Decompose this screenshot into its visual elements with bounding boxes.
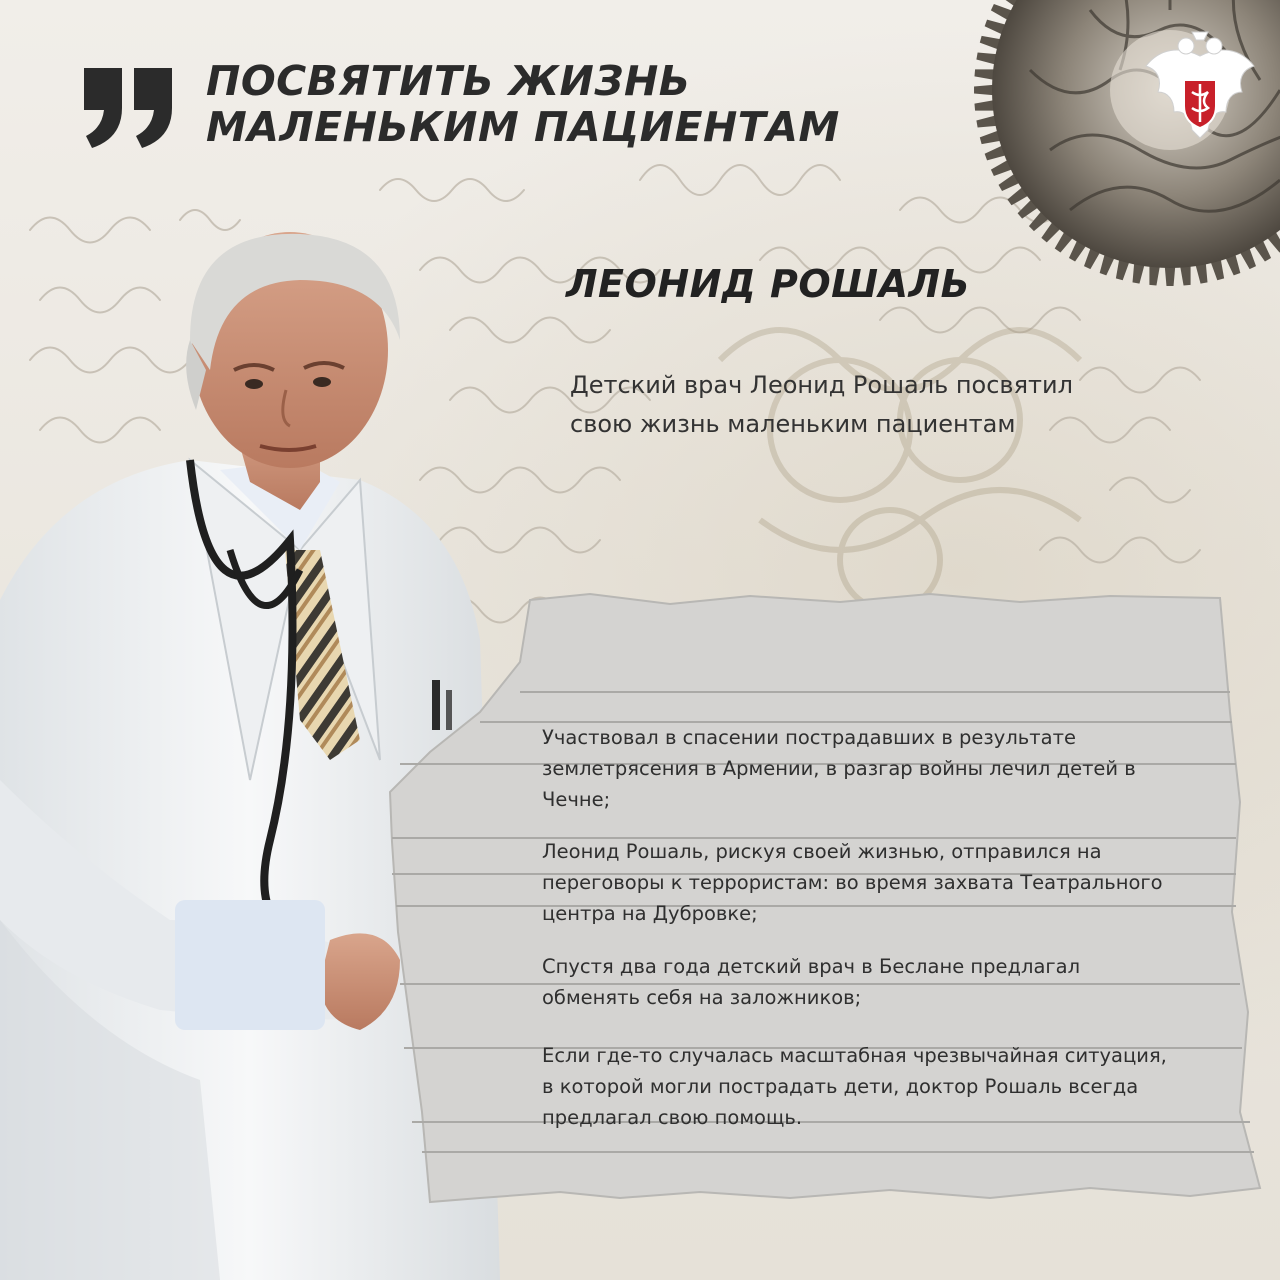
headline-line-1: ПОСВЯТИТЬ ЖИЗНЬ: [206, 57, 691, 105]
facts-list: [542, 722, 1172, 1154]
headline-line-2: МАЛЕНЬКИМ ПАЦИЕНТАМ: [206, 103, 840, 151]
fact-item: Если где-то случалась масштабная чрезвычайная ситуация, в которой могли пострадать дети, доктор Рошаль всегда предлагал свою помощь.: [542, 1044, 1167, 1129]
headline: [206, 58, 840, 150]
person-name: ЛЕОНИД РОШАЛЬ: [566, 262, 971, 306]
fact-item: Участвовал в спасении пострадавших в результате землетрясения в Армении, в разгар войны лечил детей в Чечне;: [542, 726, 1136, 811]
double-headed-eagle-emblem-icon: [1140, 26, 1260, 154]
fact-item: Спустя два года детский врач в Беслане предлагал обменять себя на заложников;: [542, 955, 1081, 1009]
fact-item: Леонид Рошаль, рискуя своей жизнью, отправился на переговоры к террористам: во время захвата Театрального центра на Дубровке;: [542, 840, 1163, 925]
person-intro: Детский врач Леонид Рошаль посвятил свою жизнь маленьким пациентам: [570, 371, 1073, 438]
quote-marks-icon: [80, 62, 176, 152]
